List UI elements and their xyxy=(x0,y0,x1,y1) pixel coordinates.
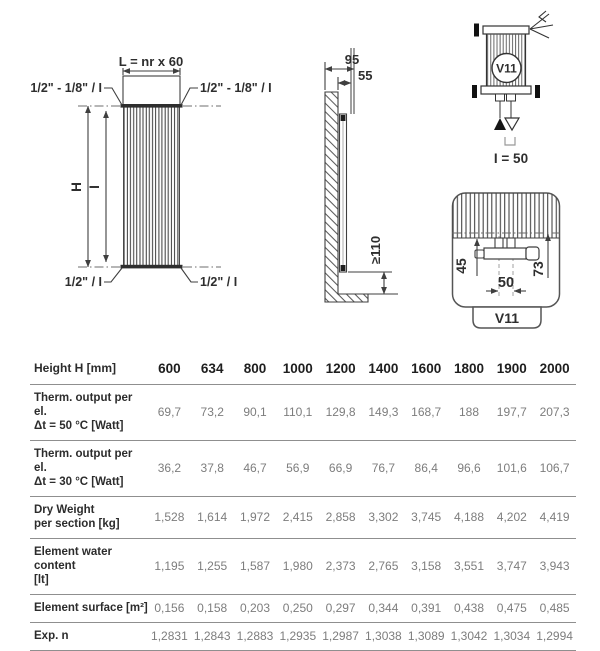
detail-valve-label: V11 xyxy=(494,310,520,326)
row-label-line1: Exp. n xyxy=(34,630,69,643)
table-cell: 207,3 xyxy=(539,405,570,420)
detail-dim-left-label: 45 xyxy=(453,258,469,274)
spec-table xyxy=(30,354,576,651)
table-cell: 2,373 xyxy=(325,559,356,574)
column-header: 1400 xyxy=(368,361,399,376)
table-cell: 4,419 xyxy=(539,510,570,525)
front-view-drawing xyxy=(78,68,221,282)
side-view-drawing xyxy=(325,48,398,302)
table-cell: 0,391 xyxy=(411,601,442,616)
table-cell: 1,587 xyxy=(239,559,270,574)
row-label xyxy=(30,601,148,615)
connection-label-bottom-right: 1/2" / I xyxy=(200,275,238,289)
row-label-line1: Dry Weight xyxy=(34,504,95,517)
row-label-line2: Δt = 50 °C [Watt] xyxy=(34,420,124,433)
table-cell: 2,858 xyxy=(325,510,356,525)
row-label xyxy=(30,503,148,531)
table-cell: 1,528 xyxy=(154,510,185,525)
table-cell: 1,3042 xyxy=(450,629,488,644)
table-cell: 3,158 xyxy=(411,559,442,574)
table-cell: 36,2 xyxy=(157,461,182,476)
depth-dimension-label: 95 xyxy=(344,52,360,67)
table-cell: 149,3 xyxy=(368,405,399,420)
wall-distance-dimension-label: 55 xyxy=(358,68,373,83)
table-cell: 1,614 xyxy=(197,510,228,525)
interaxis-dimension-label: I xyxy=(87,185,102,189)
row-label-line1: Therm. output per el. xyxy=(34,448,133,475)
table-cell: 0,156 xyxy=(154,601,185,616)
table-cell: 1,3089 xyxy=(407,629,445,644)
table-cell: 0,485 xyxy=(539,601,570,616)
table-cell: 1,2883 xyxy=(236,629,274,644)
plan-interaxis-label: I = 50 xyxy=(493,151,529,166)
table-cell: 1,2994 xyxy=(536,629,573,644)
table-cell: 101,6 xyxy=(496,461,527,476)
connection-label-bottom-left: 1/2" / I xyxy=(64,275,102,289)
row-label-line1: Therm. output per el. xyxy=(34,392,133,419)
table-cell: 0,438 xyxy=(453,601,484,616)
table-cell: 90,1 xyxy=(243,405,267,420)
floor-clearance-dimension-label: ≥110 xyxy=(368,235,383,265)
column-header: 1000 xyxy=(282,361,313,376)
table-cell: 0,158 xyxy=(197,601,228,616)
table-cell: 3,943 xyxy=(539,559,570,574)
table-cell: 4,202 xyxy=(496,510,527,525)
connection-label-top-right: 1/2" - 1/8" / I xyxy=(200,81,272,95)
table-header-row xyxy=(30,354,576,385)
row-label xyxy=(30,545,148,587)
row-label-line2: Δt = 30 °C [Watt] xyxy=(34,476,124,489)
table-cell: 96,6 xyxy=(457,461,481,476)
table-cell: 0,344 xyxy=(368,601,399,616)
table-row xyxy=(30,623,576,651)
detail-dim-center-label: 50 xyxy=(497,275,515,291)
row-label-line1: Element water content xyxy=(34,546,112,573)
table-cell: 76,7 xyxy=(371,461,396,476)
table-cell: 106,7 xyxy=(539,461,570,476)
connection-label-top-left: 1/2" - 1/8" / I xyxy=(30,81,102,95)
row-label-line2: per section [kg] xyxy=(34,518,120,531)
row-label-line2: [lt] xyxy=(34,574,49,587)
column-header: 634 xyxy=(200,361,224,376)
table-cell: 129,8 xyxy=(325,405,356,420)
table-cell: 1,980 xyxy=(282,559,313,574)
row-label xyxy=(30,629,148,643)
row-label xyxy=(30,447,148,489)
table-cell: 197,7 xyxy=(496,405,527,420)
detail-dim-right-label: 73 xyxy=(530,261,546,277)
table-row xyxy=(30,497,576,539)
table-cell: 69,7 xyxy=(157,405,182,420)
table-cell: 1,3038 xyxy=(365,629,402,644)
table-cell: 0,250 xyxy=(282,601,313,616)
table-row xyxy=(30,441,576,497)
plan-view-drawing xyxy=(472,11,553,145)
length-dimension-label: L = nr x 60 xyxy=(118,54,184,69)
table-cell: 37,8 xyxy=(200,461,224,476)
table-row xyxy=(30,385,576,441)
table-row xyxy=(30,539,576,595)
table-cell: 66,9 xyxy=(328,461,353,476)
table-cell: 86,4 xyxy=(414,461,438,476)
table-cell: 1,2843 xyxy=(193,629,231,644)
table-cell: 1,2831 xyxy=(151,629,188,644)
table-cell: 56,9 xyxy=(286,461,310,476)
column-header: 1900 xyxy=(496,361,527,376)
table-cell: 0,475 xyxy=(496,601,527,616)
table-cell: 3,302 xyxy=(368,510,399,525)
table-cell: 0,203 xyxy=(239,601,270,616)
table-cell: 1,2935 xyxy=(279,629,317,644)
table-cell: 0,297 xyxy=(325,601,356,616)
table-cell: 168,7 xyxy=(411,405,442,420)
table-cell: 188 xyxy=(458,405,479,420)
column-header: 600 xyxy=(158,361,181,376)
table-row xyxy=(30,595,576,623)
table-cell: 3,551 xyxy=(453,559,484,574)
row-label-line1: Element surface [m²] xyxy=(34,602,148,615)
table-cell: 2,765 xyxy=(368,559,399,574)
table-cell: 1,195 xyxy=(154,559,185,574)
column-header: 800 xyxy=(243,361,267,376)
column-header: 1800 xyxy=(453,361,485,376)
table-cell: 1,3034 xyxy=(493,629,531,644)
column-header: 2000 xyxy=(539,361,570,376)
table-cell: 1,255 xyxy=(197,559,228,574)
column-header: 1600 xyxy=(411,361,442,376)
table-cell: 110,1 xyxy=(283,405,313,420)
plan-valve-label: V11 xyxy=(496,61,517,76)
table-cell: 1,972 xyxy=(239,510,270,525)
column-header: 1200 xyxy=(325,361,356,376)
table-cell: 1,2987 xyxy=(322,629,359,644)
table-cell: 3,745 xyxy=(411,510,442,525)
row-label xyxy=(30,391,148,433)
table-cell: 2,415 xyxy=(282,510,313,525)
table-header-label: Height H [mm] xyxy=(34,361,116,376)
table-cell: 4,188 xyxy=(453,510,484,525)
table-cell: 73,2 xyxy=(200,405,224,420)
height-dimension-label: H xyxy=(69,182,84,192)
table-cell: 3,747 xyxy=(496,559,527,574)
table-cell: 46,7 xyxy=(243,461,267,476)
